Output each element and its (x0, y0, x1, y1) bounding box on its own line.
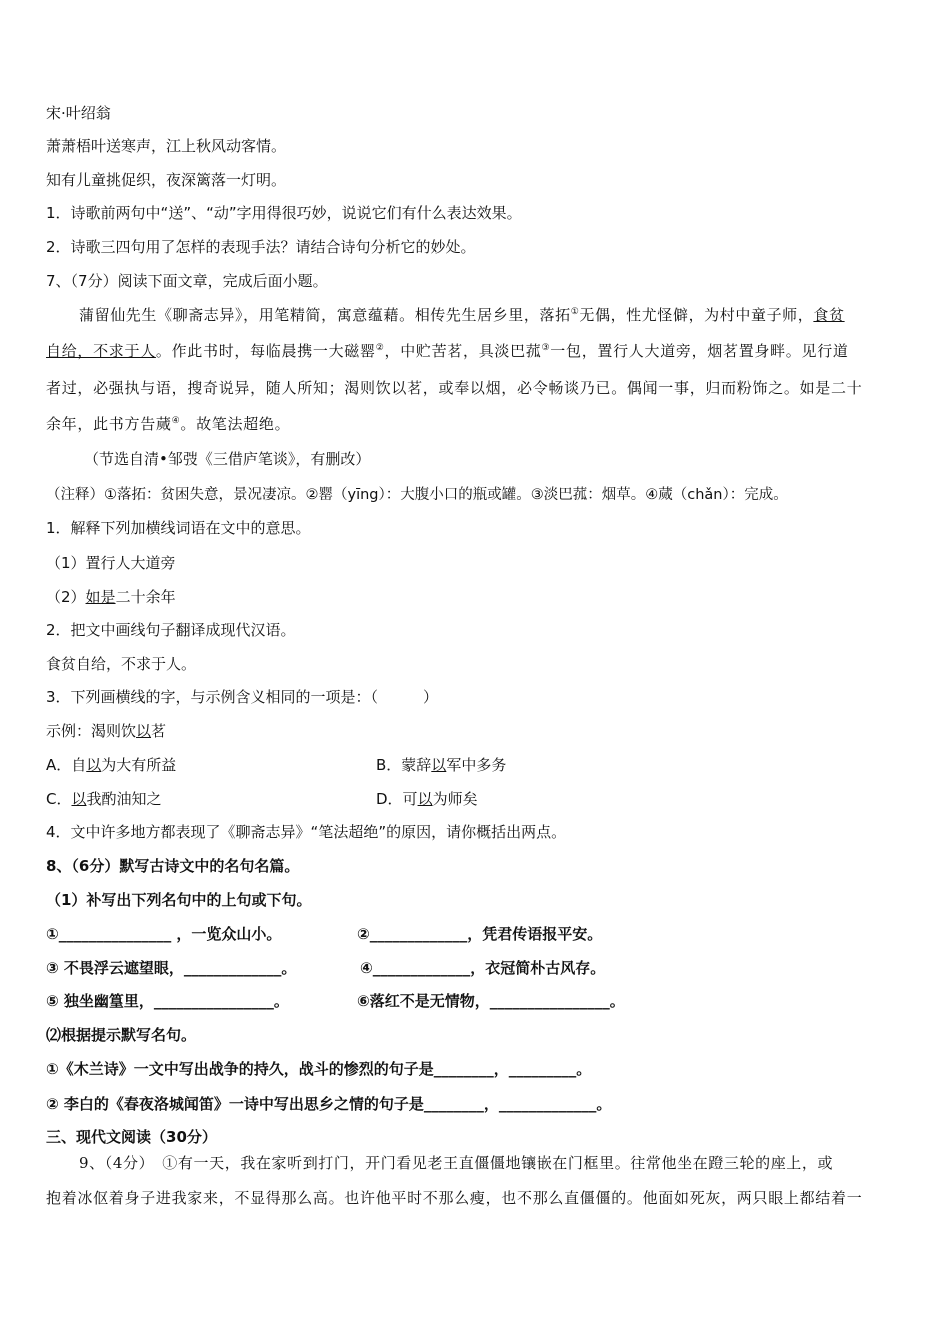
q8-row-4: ①《木兰诗》一文中写出战争的持久，战斗的惨烈的句子是________，_________。 (46, 1060, 592, 1078)
q7-notes: （注释）①落拓：贫困失意，景况凄凉。②罂（yīng）：大腹小口的瓶或罐。③淡巴菰：烟草。④蒇（chǎn）：完成。 (46, 487, 788, 503)
option-c-pre: C． (46, 790, 72, 808)
q7-sub-1: 1．解释下列加横线词语在文中的意思。 (46, 519, 311, 537)
q8-row-3-b: ⑥落红不是无情物，________________。 (357, 992, 625, 1010)
q8-row-1-b: ②_____________，凭君传语报平安。 (357, 925, 603, 943)
footnote-ref-4: ④ (171, 416, 181, 426)
q7-underlined-2: 自给，不求于人 (46, 342, 156, 360)
q7-sub-3: 3．下列画横线的字，与示例含义相同的一项是：（ ） (46, 688, 439, 706)
q7-p1-a: 蒲留仙先生《聊斋志异》，用笔精简，寓意蕴藉。相传先生居乡里，落拓 (79, 306, 571, 324)
option-b-underlined: 以 (431, 756, 447, 774)
q8-sub-2: ⑵根据提示默写名句。 (46, 1026, 197, 1044)
q7-passage-line-1 (79, 305, 845, 325)
footnote-ref-1: ① (570, 307, 580, 317)
q8-row-1-a: ①_______________ ，一览众山小。 (46, 925, 282, 943)
q8-row-2-a: ③ 不畏浮云遮望眼，_____________。 (46, 959, 297, 977)
poem-author: 宋·叶绍翁 (46, 104, 111, 122)
q8-row-3-a: ⑤ 独坐幽篁里，________________。 (46, 992, 289, 1010)
q7-p2-b: ，中贮苦茗，具淡巴菰 (384, 342, 542, 360)
option-b-pre: B．蒙辞 (376, 756, 432, 774)
q8-sub-1: （1）补写出下列名句中的上句或下句。 (46, 891, 312, 909)
q9-line-2: 抱着冰伛着身子进我家来，不显得那么高。也许他平时不那么瘦，也不那么直僵僵的。他面如死灰，两只眼上都结着一 (46, 1189, 863, 1207)
option-d-pre: D．可 (376, 790, 418, 808)
option-c-underlined: 以 (71, 790, 87, 808)
option-c-post: 我酌油知之 (86, 790, 162, 808)
poem-line-2: 知有儿童挑促织，夜深篱落一灯明。 (46, 171, 287, 189)
q7-passage-line-2 (46, 341, 849, 361)
poem-question-1: 1．诗歌前两句中“送”、“动”字用得很巧妙，说说它们有什么表达效果。 (46, 204, 522, 222)
footnote-ref-3: ③ (541, 343, 551, 353)
section-3-heading: 三、现代文阅读（30分） (46, 1128, 217, 1146)
q8-row-5: ② 李白的《春夜洛城闻笛》一诗中写出思乡之情的句子是________，_____________。 (46, 1095, 612, 1113)
q7-p2-c: 一包，置行人大道旁，烟茗置身畔。见行道 (550, 342, 849, 360)
q7-sub-2-text: 食贫自给，不求于人。 (46, 655, 197, 673)
option-a (46, 755, 176, 775)
q7-passage-line-4 (46, 414, 290, 434)
q7-sub-4: 4．文中许多地方都表现了《聊斋志异》“笔法超绝”的原因，请你概括出两点。 (46, 823, 567, 841)
q7-sub-1-2 (46, 587, 176, 607)
q7-sub-1-2-underlined: 如是 (85, 588, 116, 606)
option-a-underlined: 以 (86, 756, 102, 774)
footnote-ref-2: ② (375, 343, 385, 353)
option-b-post: 军中多务 (446, 756, 507, 774)
q7-underlined-1: 食贫 (813, 306, 845, 324)
q8-row-2-b: ④_____________，衣冠简朴古风存。 (360, 959, 606, 977)
q7-p4-b: 。故笔法超绝。 (180, 415, 291, 433)
q7-sub-1-2-post: 二十余年 (115, 588, 176, 606)
option-d (376, 789, 478, 809)
poem-question-2: 2．诗歌三四句用了怎样的表现手法？请结合诗句分析它的妙处。 (46, 238, 476, 256)
example-underlined: 以 (136, 722, 152, 740)
option-a-post: 为大有所益 (101, 756, 177, 774)
poem-line-1: 萧萧梧叶送寒声，江上秋风动客情。 (46, 137, 287, 155)
q7-sub-1-1: （1）置行人大道旁 (46, 554, 176, 572)
q7-source: （节选自清•邹弢《三借庐笔谈》，有删改） (84, 450, 371, 468)
q7-sub-3-example (46, 721, 166, 741)
q7-p1-b: 无偶，性尤怪僻，为村中童子师， (579, 306, 814, 324)
q7-sub-2: 2．把文中画线句子翻译成现代汉语。 (46, 621, 296, 639)
q7-heading: 7、（7分）阅读下面文章，完成后面小题。 (46, 272, 328, 290)
option-b (376, 755, 506, 775)
example-post: 茗 (151, 722, 167, 740)
option-d-post: 为师矣 (432, 790, 478, 808)
q7-passage-line-3: 者过，必强执与语，搜奇说异，随人所知；渴则饮以茗，或奉以烟，必令畅谈乃已。偶闻一事，归而粉饰之。如是二十 (46, 379, 863, 397)
q7-p4-a: 余年，此书方告蒇 (46, 415, 172, 433)
q7-p2-a: 。作此书时，每临晨携一大磁罂 (155, 342, 376, 360)
option-d-underlined: 以 (417, 790, 433, 808)
example-pre: 示例：渴则饮 (46, 722, 137, 740)
q9-line-1: 9、（4分） ①有一天，我在家听到打门，开门看见老王直僵僵地镶嵌在门框里。往常他坐在蹬三轮的座上，或 (79, 1154, 834, 1172)
option-a-pre: A．自 (46, 756, 87, 774)
q8-heading: 8、（6分）默写古诗文中的名句名篇。 (46, 857, 300, 875)
option-c (46, 789, 162, 809)
q7-sub-1-2-pre: （2） (46, 588, 86, 606)
